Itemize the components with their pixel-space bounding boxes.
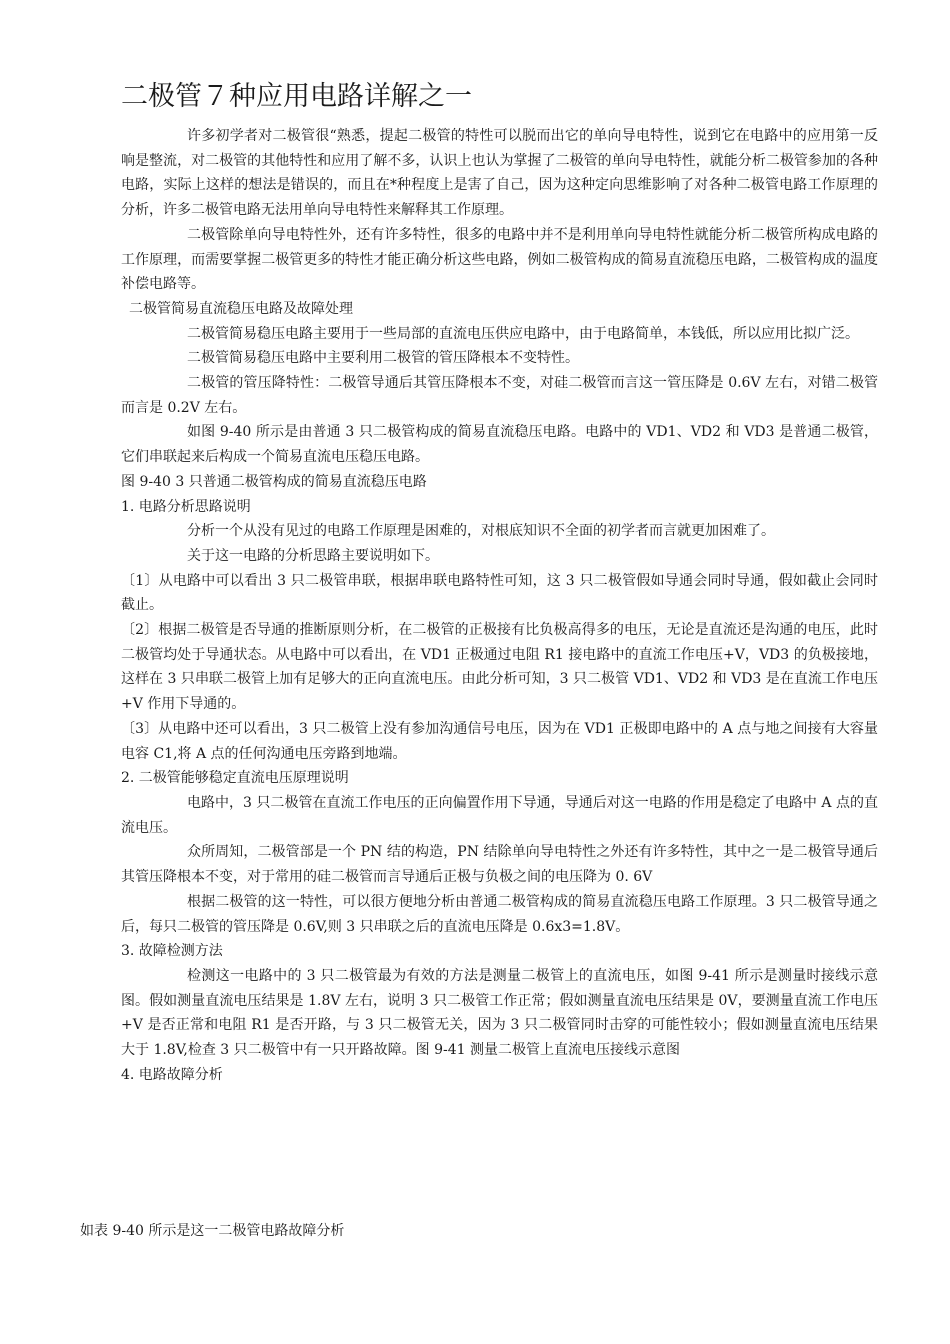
paragraph: 二极管除单向导电特性外，还有许多特性，很多的电路中并不是利用单向导电特性就能分析二极管所构成电路的工作原理，而需要掌握二极管更多的特性才能正确分析这些电路，例如二极管构成的简易直流稳压电路，二极管构成的温度补偿电路等。 [121, 226, 878, 293]
paragraph: 4. 电路故障分析 [121, 1066, 223, 1083]
paragraph: 众所周知，二极管部是一个 PN 结的构造，PN 结除单向导电特性之外还有许多特性，其中之一是二极管导通后其管压降根本不变，对于常用的硅二极管而言导通后正极与负极之间的电压降为 0. 6V [121, 844, 878, 886]
document-body [121, 124, 878, 1087]
paragraph: 电路中，3 只二极管在直流工作电压的正向偏置作用下导通，导通后对这一电路的作用是稳定了电路中 A 点的直流电压。 [121, 794, 878, 836]
paragraph: 二极管简易稳压电路主要用于一些局部的直流电压供应电路中，由于电路简单，本钱低，所以应用比拟广泛。 [187, 325, 859, 342]
paragraph: 2. 二极管能够稳定直流电压原理说明 [121, 770, 349, 787]
paragraph: 二极管简易直流稳压电路及故障处理 [129, 300, 353, 317]
paragraph: 二极管的管压降特性：二极管导通后其管压降根本不变，对硅二极管而言这一管压降是 0.6V 左右，对错二极管而言是 0.2V 左右。 [121, 375, 878, 416]
paragraph: 〔2〕根据二极管是否导通的推断原则分析，在二极管的正极接有比负极高得多的电压，无论是直流还是沟通的电压，此时二极管均处于导通状态。从电路中可以看出，在 VD1 正极通过电阻 R1 接电路中的直流工作电压+V，VD3 的负极接地，这样在 3 只串联二极管上加有足够大的正向直流电压。由此分析可知，3 只二极管 VD1、VD2 和 VD3 是在直流工作电压+V 作用下导通的。 [121, 622, 878, 713]
paragraph: 二极管简易稳压电路中主要利用二极管的管压降根本不变特性。 [187, 350, 579, 367]
paragraph: 分析一个从没有见过的电路工作原理是困难的，对根底知识不全面的初学者而言就更加困难了。 [187, 523, 775, 540]
footer-note: 如表 9-40 所示是这一二极管电路故障分析 [80, 1223, 345, 1239]
paragraph: 关于这一电路的分析思路主要说明如下。 [187, 547, 439, 564]
paragraph: 3. 故障检测方法 [121, 943, 223, 960]
document-title: 二极管７种应用电路详解之一 [121, 81, 472, 111]
paragraph: 1. 电路分析思路说明 [121, 498, 251, 515]
paragraph: 根据二极管的这一特性，可以很方便地分析由普通二极管构成的简易直流稳压电路工作原理。3 只二极管导通之后，每只二极管的管压降是 0.6V,则 3 只串联之后的直流电压降是 0.6x3=1.8V。 [121, 893, 878, 935]
paragraph: 如图 9-40 所示是由普通 3 只二极管构成的简易直流稳压电路。电路中的 VD1、VD2 和 VD3 是普通二极管，它们串联起来后构成一个简易直流电压稳压电路。 [121, 424, 878, 466]
paragraph: 图 9-40 3 只普通二极管构成的简易直流稳压电路 [121, 473, 427, 490]
paragraph: 〔1〕从电路中可以看出 3 只二极管串联，根据串联电路特性可知，这 3 只二极管假如导通会同时导通，假如截止会同时截止。 [121, 572, 878, 614]
paragraph: 许多初学者对二极管很“熟悉，提起二极管的特性可以脱而出它的单向导电特性，说到它在电路中的应用第一反响是整流，对二极管的其他特性和应用了解不多，认识上也认为掌握了二极管的单向导电特性，就能分析二极管参加的各种电路，实际上这样的想法是错误的，而且在*种程度上是害了自己，因为这种定向思维影响了对各种二极管电路工作原理的分析，许多二极管电路无法用单向导电特性来解释其工作原理。 [121, 128, 878, 219]
paragraph: 〔3〕从电路中还可以看出，3 只二极管上没有参加沟通信号电压，因为在 VD1 正极即电路中的 A 点与地之间接有大容量电容 C1,将 A 点的任何沟通电压旁路到地端。 [121, 720, 878, 762]
paragraph: 检测这一电路中的 3 只二极管最为有效的方法是测量二极管上的直流电压，如图 9-41 所示是测量时接线示意图。假如测量直流电压结果是 1.8V 左右，说明 3 只二极管工作正常；假如测量直流电压结果是 0V，要测量直流工作电压+V 是否正常和电阻 R1 是否开路，与 3 只二极管无关，因为 3 只二极管同时击穿的可能性较小；假如测量直流电压结果大于 1.8V,检查 3 只二极管中有一只开路故障。图 9-41 测量二极管上直流电压接线示意图 [121, 967, 878, 1059]
